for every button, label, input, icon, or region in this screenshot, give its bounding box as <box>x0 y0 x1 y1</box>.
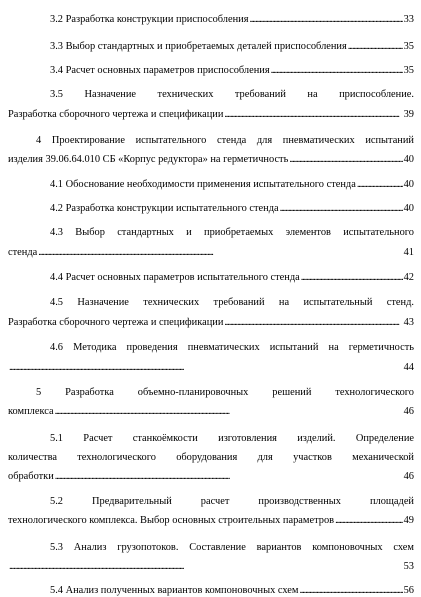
toc-entry-title: 3.2 Разработка конструкции приспособления <box>50 14 249 25</box>
toc-entry-4-3[interactable] <box>8 246 414 259</box>
toc-entry-title: 3.3 Выбор стандартных и приобретаемых деталей приспособления <box>50 41 347 52</box>
toc-entry-title: стенда <box>8 247 38 258</box>
dot-leader <box>38 246 402 259</box>
toc-entry-3-2[interactable] <box>50 13 414 26</box>
toc-entry-title: Разработка сборочного чертежа и спецификации <box>8 317 224 328</box>
dot-leader <box>250 13 403 26</box>
toc-entry-page: 35 <box>403 41 414 52</box>
dot-leader <box>271 64 403 77</box>
toc-entry-page: 46 <box>403 471 414 482</box>
dot-leader <box>299 584 402 597</box>
toc-entry-3-4[interactable] <box>50 64 414 77</box>
toc-entry-5-1-line2[interactable]: количества технологического оборудования для участков механической <box>8 452 414 463</box>
toc-entry-5-1[interactable] <box>8 470 414 483</box>
toc-entry-4[interactable] <box>8 153 414 166</box>
toc-entry-page: 39 <box>403 109 414 120</box>
dot-leader <box>9 560 403 573</box>
toc-entry-5-3[interactable] <box>8 560 414 573</box>
toc-entry-5-1-line1[interactable]: 5.1 Расчет станкоёмкости изготовления изделий. Определение <box>50 433 414 444</box>
toc-entry-page: 42 <box>403 272 414 283</box>
toc-entry-title: обработки <box>8 471 54 482</box>
toc-entry-page: 41 <box>403 247 414 258</box>
toc-entry-4-line1[interactable]: 4 Проектирование испытательного стенда для пневматических испытаний <box>36 135 414 146</box>
toc-entry-4-5[interactable] <box>8 316 414 329</box>
toc-entry-5-2[interactable] <box>8 514 414 527</box>
toc-entry-title: 4.1 Обоснование необходимости применения испытательного стенда <box>50 179 356 190</box>
dot-leader <box>348 40 403 53</box>
dot-leader <box>301 271 403 284</box>
toc-entry-page: 40 <box>403 154 414 165</box>
dot-leader <box>289 153 402 166</box>
toc-entry-4-1[interactable] <box>50 178 414 191</box>
toc-entry-title: комплекса <box>8 406 54 417</box>
dot-leader <box>280 202 403 215</box>
dot-leader <box>224 108 402 121</box>
toc-entry-page: 40 <box>403 179 414 190</box>
toc-entry-3-3[interactable] <box>50 40 414 53</box>
toc-entry-title: 5.4 Анализ полученных вариантов компоновочных схем <box>50 585 299 596</box>
toc-entry-page: 56 <box>403 585 414 596</box>
toc-entry-page: 35 <box>403 65 414 76</box>
toc-entry-5-line1[interactable]: 5 Разработка объемно-планировочных решений технологического <box>36 387 414 398</box>
toc-entry-page: 53 <box>403 561 414 572</box>
toc-entry-title: изделия 39.06.64.010 СБ «Корпус редуктора» на герметичность <box>8 154 289 165</box>
toc-entry-5-4[interactable] <box>50 584 414 597</box>
toc-entry-title: 4.4 Расчет основных параметров испытательного стенда <box>50 272 300 283</box>
toc-entry-4-2[interactable] <box>50 202 414 215</box>
toc-entry-5-3-line1[interactable]: 5.3 Анализ грузопотоков. Составление вариантов компоновочных схем <box>50 542 414 553</box>
toc-entry-page: 49 <box>403 515 414 526</box>
dot-leader <box>224 316 402 329</box>
dot-leader <box>357 178 403 191</box>
dot-leader <box>55 470 403 483</box>
toc-entry-page: 43 <box>403 317 414 328</box>
toc-entry-title: 3.4 Расчет основных параметров приспособления <box>50 65 270 76</box>
toc-entry-title: 4.2 Разработка конструкции испытательного стенда <box>50 203 279 214</box>
toc-entry-3-5[interactable] <box>8 108 414 121</box>
toc-entry-page: 44 <box>403 362 414 373</box>
toc-entry-page: 46 <box>403 406 414 417</box>
toc-entry-title: технологического комплекса. Выбор основных строительных параметров <box>8 515 335 526</box>
toc-entry-5-2-line1[interactable]: 5.2 Предварительный расчет производственных площадей <box>50 496 414 507</box>
toc-entry-4-4[interactable] <box>50 271 414 284</box>
toc-entry-5[interactable] <box>8 405 414 418</box>
toc-entry-4-3-line1[interactable]: 4.3 Выбор стандартных и приобретаемых элементов испытательного <box>50 227 414 238</box>
dot-leader <box>9 361 403 374</box>
toc-entry-4-6[interactable] <box>8 361 414 374</box>
toc-entry-3-5-line1[interactable]: 3.5 Назначение технических требований на приспособление. <box>50 89 414 100</box>
dot-leader <box>335 514 403 527</box>
toc-entry-page: 33 <box>403 14 414 25</box>
toc-entry-title: Разработка сборочного чертежа и спецификации <box>8 109 224 120</box>
toc-entry-4-5-line1[interactable]: 4.5 Назначение технических требований на испытательный стенд. <box>50 297 414 308</box>
toc-entry-page: 40 <box>403 203 414 214</box>
dot-leader <box>55 405 403 418</box>
toc-entry-4-6-line1[interactable]: 4.6 Методика проведения пневматических испытаний на герметичность <box>50 342 414 353</box>
